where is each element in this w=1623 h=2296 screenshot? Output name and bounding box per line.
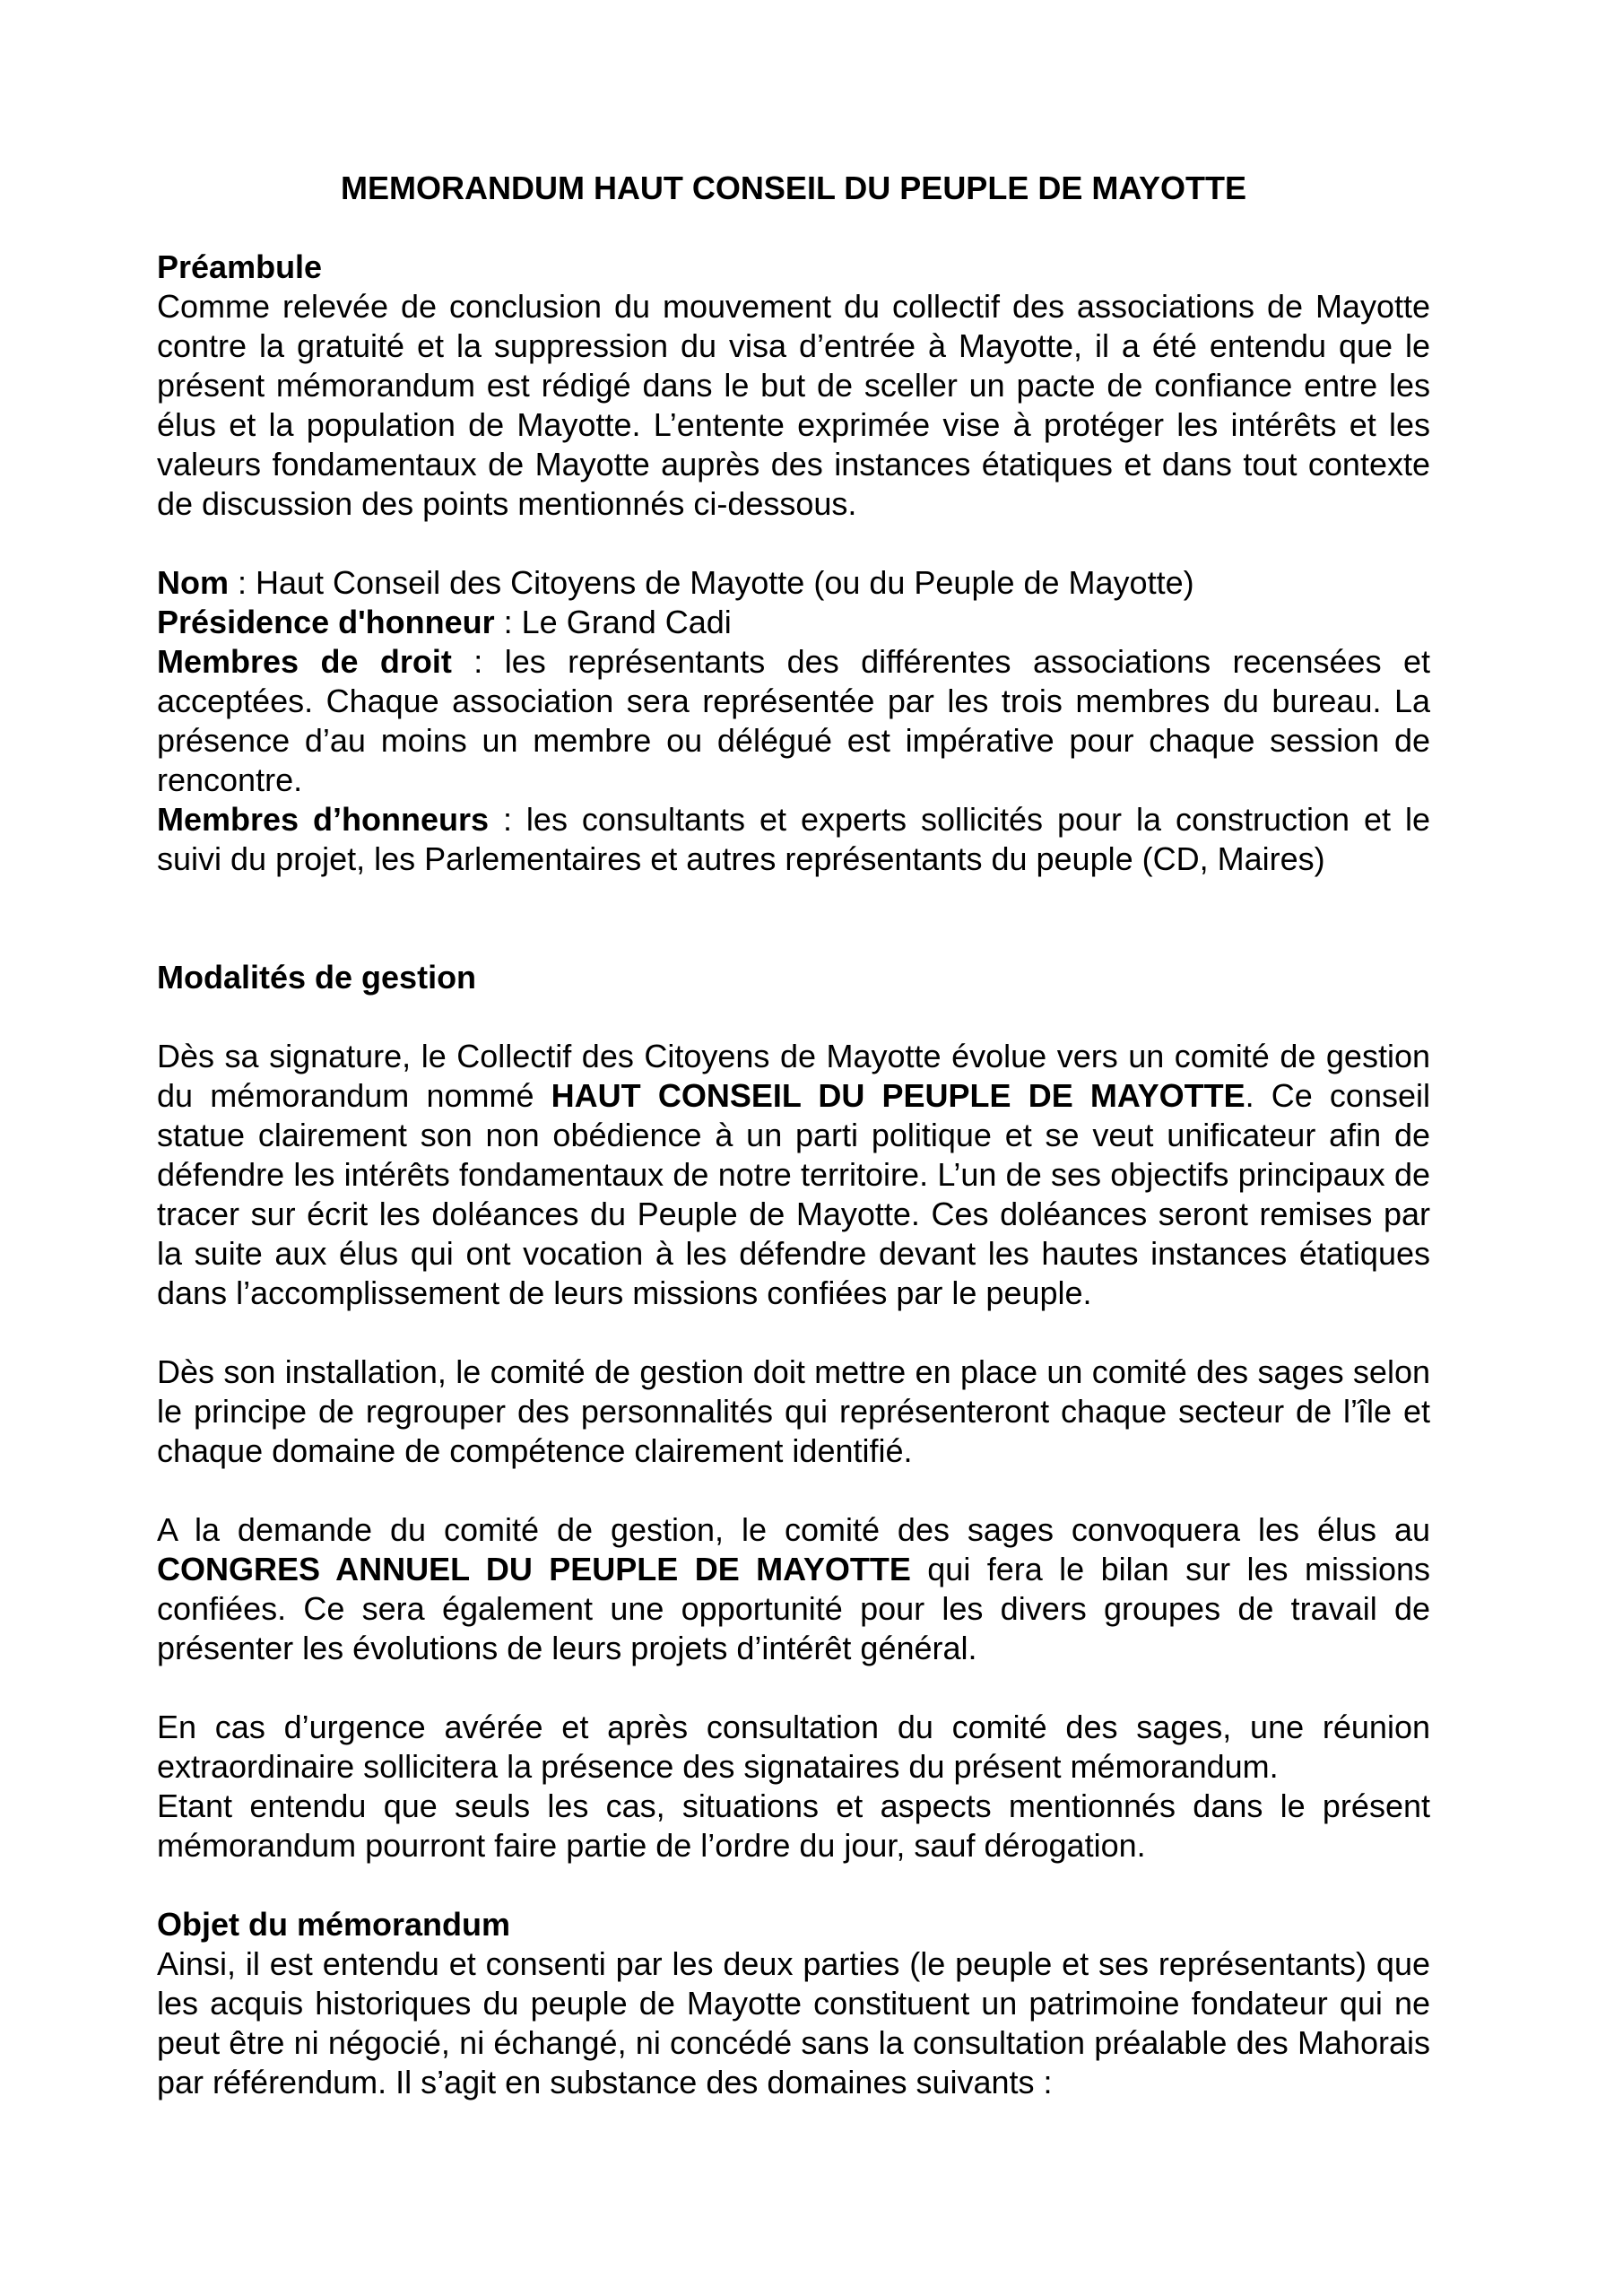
line-nom <box>157 563 1430 603</box>
paragraph-en-cas-urgence <box>157 1708 1430 1787</box>
blank-line <box>157 1866 1430 1905</box>
paragraph-congres-annuel <box>157 1510 1430 1668</box>
text-run: Ainsi, il est entendu et consenti par les deux parties (le peuple et ses représentants) que les acquis historiques du peuple de Mayotte constituent un patrimoine fondateur qui ne peut être ni négocié, ni échangé, ni concédé sans la consultation préalable des Mahorais par référendum. Il s’agit en substance des domaines suivants : <box>157 1945 1430 2100</box>
bold-text-run: Présidence d'honneur <box>157 604 495 640</box>
bold-text-run: Membres de droit <box>157 643 452 680</box>
blank-line <box>157 918 1430 958</box>
bold-text-run: Préambule <box>157 248 323 285</box>
text-run: Dès son installation, le comité de gestion doit mettre en place un comité des sages selon le principe de regrouper des personnalités qui représenteront chaque secteur de l’île et chaque domaine de compétence clairement identifié. <box>157 1353 1430 1469</box>
blank-line <box>157 524 1430 563</box>
text-run: : les consultants et experts sollicités pour la construction et le suivi du projet, les Parlementaires et autres représentants du peuple (CD, Maires) <box>157 801 1430 877</box>
bold-text-run: Objet du mémorandum <box>157 1906 511 1943</box>
text-run: . Ce conseil statue clairement son non obédience à un parti politique et se veut unificateur afin de défendre les intérêts fondamentaux de notre territoire. L’un de ses objectifs principaux de tracer sur écrit les doléances du Peuple de Mayotte. Ces doléances seront remises par la suite aux élus qui ont vocation à les défendre devant les hautes instances étatiques dans l’accomplissement de leurs missions confiées par le peuple. <box>157 1077 1430 1311</box>
paragraph-membres-de-droit <box>157 642 1430 800</box>
bold-text-run: CONGRES ANNUEL DU PEUPLE DE MAYOTTE <box>157 1551 911 1587</box>
bold-text-run: MEMORANDUM HAUT CONSEIL DU PEUPLE DE MAYOTTE <box>340 170 1247 206</box>
text-run: : les représentants des différentes associations recensées et acceptées. Chaque association sera représentée par les trois membres du bureau. La présence d’au moins un membre ou délégué est impérative pour chaque session de rencontre. <box>157 643 1430 798</box>
bold-text-run: HAUT CONSEIL DU PEUPLE DE MAYOTTE <box>551 1077 1245 1114</box>
blank-line <box>157 208 1430 248</box>
blank-line <box>157 1668 1430 1708</box>
text-run: : Le Grand Cadi <box>494 604 732 640</box>
heading-objet-du-memorandum <box>157 1905 1430 1944</box>
paragraph-preambule <box>157 287 1430 524</box>
document-title <box>157 169 1430 208</box>
paragraph-membres-honneurs <box>157 800 1430 879</box>
text-run: Etant entendu que seuls les cas, situations et aspects mentionnés dans le présent mémorandum pourront faire partie de l’ordre du jour, sauf dérogation. <box>157 1787 1430 1864</box>
document-body <box>157 169 1430 2102</box>
line-presidence-honneur <box>157 603 1430 642</box>
paragraph-objet <box>157 1944 1430 2102</box>
blank-line <box>157 997 1430 1037</box>
text-run: Comme relevée de conclusion du mouvement du collectif des associations de Mayotte contre la gratuité et la suppression du visa d’entrée à Mayotte, il a été entendu que le présent mémorandum est rédigé dans le but de sceller un pacte de confiance entre les élus et la population de Mayotte. L’entente exprimée vise à protéger les intérêts et les valeurs fondamentaux de Mayotte auprès des instances étatiques et dans tout contexte de discussion des points mentionnés ci-dessous. <box>157 288 1430 522</box>
text-run: Dès sa signature, le Collectif des Citoyens de Mayotte évolue vers un comité de gestion du mémorandum nommé <box>157 1038 1430 1114</box>
blank-line <box>157 1471 1430 1510</box>
text-run: A la demande du comité de gestion, le comité des sages convoquera les élus au <box>157 1511 1430 1548</box>
bold-text-run: Modalités de gestion <box>157 959 477 996</box>
bold-text-run: Membres d’honneurs <box>157 801 490 838</box>
paragraph-des-son-installation <box>157 1352 1430 1471</box>
heading-modalites-de-gestion <box>157 958 1430 997</box>
paragraph-des-sa-signature <box>157 1037 1430 1313</box>
blank-line <box>157 1313 1430 1352</box>
paragraph-etant-entendu <box>157 1787 1430 1866</box>
blank-line <box>157 879 1430 918</box>
text-run: : Haut Conseil des Citoyens de Mayotte (ou du Peuple de Mayotte) <box>229 564 1194 601</box>
heading-preambule <box>157 248 1430 287</box>
text-run: En cas d’urgence avérée et après consultation du comité des sages, une réunion extraordinaire sollicitera la présence des signataires du présent mémorandum. <box>157 1709 1430 1785</box>
bold-text-run: Nom <box>157 564 229 601</box>
text-run: qui fera le bilan sur les missions confiées. Ce sera également une opportunité pour les divers groupes de travail de présenter les évolutions de leurs projets d’intérêt général. <box>157 1551 1430 1666</box>
